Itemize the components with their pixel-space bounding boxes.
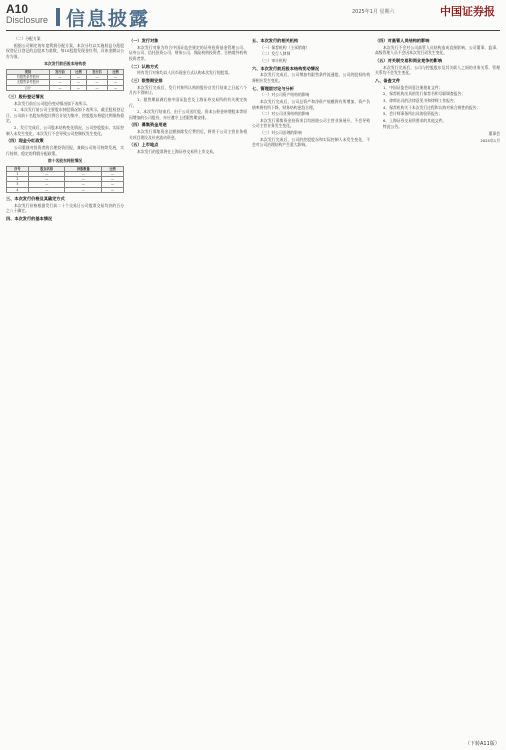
table-header: 类别 — [7, 69, 50, 74]
subheading: （四）现金分红政策 — [6, 138, 44, 144]
subheading: （四）对高管人员结构的影响 — [375, 38, 430, 43]
subheading: （二）认购方式 — [129, 63, 159, 69]
subheading: 三、本次发行价格及其确定方式 — [6, 195, 65, 201]
title-accent-bar — [56, 8, 60, 26]
paragraph: （二）发行人律师 — [260, 51, 291, 57]
paragraph: 2、本次发行结束后，由于公司送红股、资本公积金转增股本等原因增加的公司股份，亦应遵守上述限售期安排。 — [129, 109, 247, 120]
subheading: 六、本次发行前后股本结构变动情况 — [252, 65, 320, 71]
table-row: 1 — — — — [7, 171, 124, 176]
paragraph: （三）对公司治理的影响 — [260, 129, 302, 135]
continued-note: （下转A11版） — [465, 741, 500, 747]
paragraph: 所有发行对象均以人民币现金方式认购本次发行的股票。 — [137, 70, 232, 76]
table-row: 2 — — — — [7, 177, 124, 182]
page-code: A10 — [6, 2, 29, 16]
table-header: 比例 — [108, 69, 124, 74]
page-section-en: Disclosure — [6, 15, 49, 25]
paragraph: 公司重视对投资者的合理投资回报，兼顾公司的可持续发展，实行持续、稳定的利润分配政策。 — [6, 144, 124, 156]
table-title: 本次发行前后股本结构表 — [44, 61, 86, 67]
list-item: 5、会计师事务所出具的验资报告； — [383, 111, 443, 117]
list-item: 4、保荐机构关于本次发行过程和认购对象合规性的报告； — [383, 104, 481, 110]
table-row: 3 — — — — [7, 182, 124, 187]
subheading: （三）限售期安排 — [129, 77, 163, 83]
subheading: 八、备查文件 — [375, 77, 401, 83]
paragraph: 特此公告。 — [383, 124, 402, 130]
subheading: （五）对关联交易和同业竞争的影响 — [375, 57, 443, 63]
paragraph: 本次发行完成后，公司增加有限售条件流通股，公司的股权结构将相应发生变化。 — [252, 72, 370, 83]
column-2 — [129, 36, 247, 736]
list-item: 6、上海证券交易所要求的其他文件。 — [383, 117, 447, 123]
paragraph: 本次发行对象为符合中国证监会规定的证券投资基金管理公司、证券公司、信托投资公司、财务公司、保险机构投资者、合格境外机构投资者等。 — [129, 44, 247, 61]
subheading: 四、本次发行的基本情况 — [6, 215, 53, 221]
paragraph: 本次发行前后公司股份变动情况如下表所示。 — [14, 100, 90, 106]
table-row: 有限售条件股份 — — — — — [7, 75, 124, 80]
subheading: （四）募集资金用途 — [129, 122, 167, 128]
table-row: 4 — — — — [7, 187, 124, 192]
share-structure-table — [6, 69, 124, 91]
header-rule — [6, 30, 500, 31]
signature: 董事会 — [488, 130, 500, 136]
paragraph: 本次发行完成后，公司与控股股东及其关联人之间的业务关系、管理关系均不会发生变化。 — [375, 64, 500, 76]
top-shareholders-table: 序号 股东名称 持股数量 比例 1 — — — 2 — — — 3 — — — 4 — — — — [6, 166, 124, 193]
paragraph: 本次发行的股票将在上海证券交易所上市交易。 — [137, 149, 217, 155]
subheading: 五、本次发行的相关机构 — [252, 38, 299, 43]
paragraph: 本次发行价格根据发行前二十个交易日公司股票交易均价的百分之八十确定。 — [6, 202, 124, 214]
subheading: （三）股份登记情况 — [6, 93, 44, 99]
table-row: 无限售条件股份 — — — — — [7, 80, 124, 85]
subheading: （一）发行对象 — [129, 38, 159, 43]
page-header — [0, 0, 506, 30]
paragraph: 本次发行完成后，公司总资产和净资产规模将有所增加，资产负债率将有所下降，财务结构更趋合理。 — [252, 98, 370, 110]
signature-date: 2025年1月 — [480, 137, 500, 143]
column-3 — [252, 36, 370, 736]
paragraph: 1、本次发行前公司主要股东持股情况如下表所示，截至股权登记日，公司前十名股东持股比例合计较为集中，控股股东持股比例保持稳定。 — [6, 107, 124, 124]
table-row: 合计 — — — — — [7, 85, 124, 90]
subheading: （五）上市地点 — [129, 142, 159, 148]
paragraph: 本次发行完成后，公司的控股股东和实际控制人未发生变化，不会对公司治理结构产生重大影响。 — [252, 136, 370, 148]
paragraph: （二）对公司业务结构的影响 — [260, 111, 310, 117]
paragraph: 本次发行募集资金投资项目均围绕公司主营业务展开，不会导致公司主营业务发生变化。 — [252, 117, 370, 129]
paragraph: 2、发行完成后，公司股本结构变化情况，公司控股股东、实际控制人未发生变化，本次发行不会导致公司控制权发生变化。 — [6, 124, 124, 136]
list-item: 3、律师出具的法律意见书和律师工作报告； — [383, 97, 458, 103]
paragraph: 1、限售期届满后按中国证监会及上海证券交易所的有关规定执行。 — [129, 96, 247, 108]
list-item: 1、中国证监会同意注册批复文件； — [383, 84, 443, 90]
column-4 — [375, 36, 500, 736]
table-header: 比例 — [71, 69, 87, 74]
table-header: 发行后 — [86, 69, 107, 74]
paragraph: （二）分配方案 — [14, 36, 41, 41]
paragraph: 本次发行完成后，发行对象所认购的股份自发行结束之日起六个月内不得转让。 — [129, 84, 247, 96]
section-title: 信息披露 — [66, 8, 151, 30]
list-item: 2、保荐机构出具的发行保荐书和尽职调查报告； — [383, 91, 466, 97]
subheading: 七、管理层讨论与分析 — [252, 85, 294, 91]
paragraph: 本次发行不会对公司高管人员结构造成直接影响，公司董事、监事、高级管理人员不会因本次发行而发生变化。 — [375, 44, 500, 56]
paragraph: 根据公司制定的年度利润分配方案，本次分红以实施权益分派股权登记日登记的总股本为基数，每10股派发现金红利，具体金额以公告为准。 — [6, 42, 124, 59]
paragraph: （三）审计机构 — [260, 57, 287, 63]
table-header: 发行前 — [49, 69, 70, 74]
paragraph: 本次发行募集资金总额扣除发行费用后，将用于公司主营业务相关项目建设及补充流动资金。 — [129, 129, 247, 140]
paragraph: （一）对公司资产结构的影响 — [260, 92, 310, 98]
newspaper-masthead: 中国证券报 — [440, 5, 495, 18]
table-title: 前十名股东持股情况 — [47, 158, 83, 164]
column-1 — [6, 36, 124, 736]
issue-date: 2025年1月 星期六 — [352, 9, 395, 15]
paragraph: （一）保荐机构（主承销商） — [260, 44, 310, 50]
